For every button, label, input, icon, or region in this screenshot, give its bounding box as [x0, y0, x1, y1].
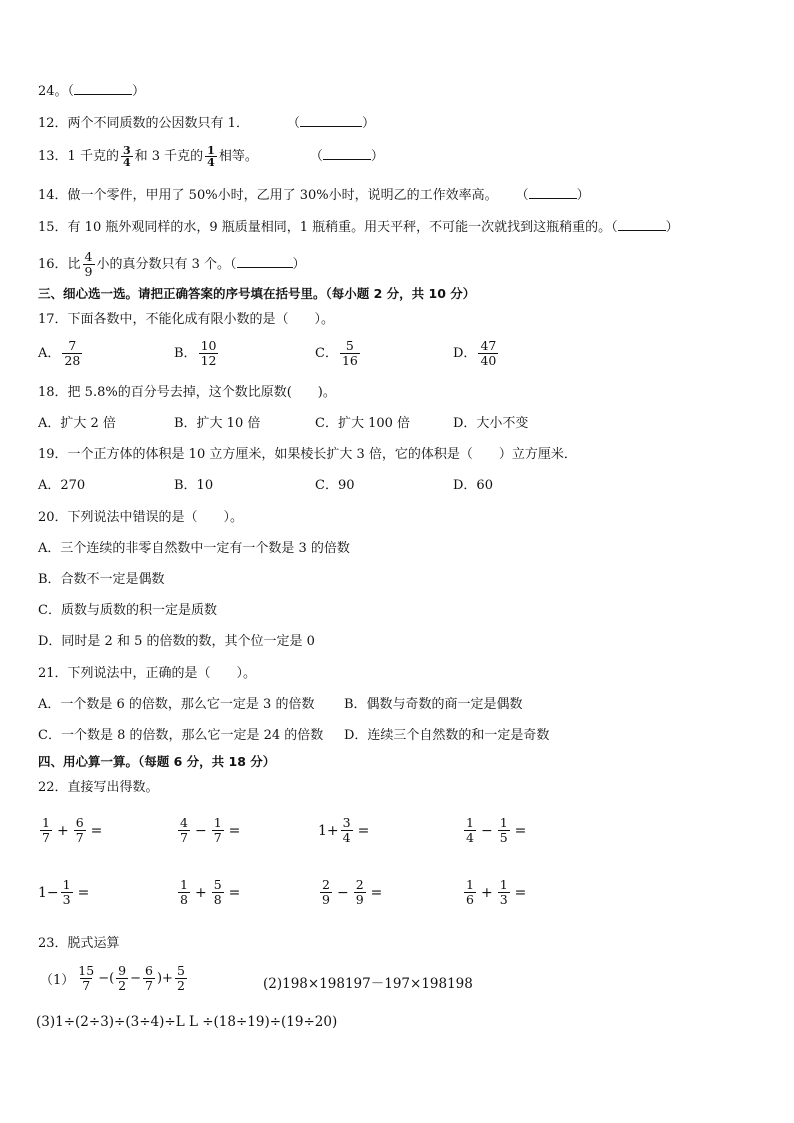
option-b[interactable]: B．10	[174, 478, 214, 493]
answer-blank[interactable]	[300, 114, 362, 127]
fraction: $\frac{2}{9}$	[322, 877, 330, 907]
fraction: $\frac{1}{7}$	[213, 815, 222, 845]
fraction: $\frac{5}{8}$	[213, 877, 222, 907]
q24: 24。（ ）	[38, 84, 146, 99]
section-4-heading: 四、用心算一算。（每题 6 分，共 18 分）	[38, 754, 276, 769]
fraction: $\frac{1}{4}$	[466, 815, 474, 845]
fraction: $\frac{6}{7}$	[75, 815, 84, 845]
q13: 13．1 千克的 $\frac{3}{4}$ 和 3 千克的 $\frac{1}{4}$ 相等。 （ ）	[38, 144, 384, 169]
fraction: $\frac{3}{4}$	[122, 144, 131, 169]
q23-part1: （1） $\frac{15}{7}$ −( $\frac{9}{2}$ − $\frac{6}{7}$ )+ $\frac{5}{2}$	[40, 963, 185, 993]
q20: 20．下列说法中错误的是（ ）。	[38, 510, 244, 525]
fraction: $\frac{1}{5}$	[499, 815, 508, 845]
option-a[interactable]: A． $\frac{7}{28}$	[38, 338, 81, 368]
q12: 12．两个不同质数的公因数只有 1． （ ）	[38, 116, 375, 131]
q19: 19．一个正方体的体积是 10 立方厘米，如果棱长扩大 3 倍，它的体积是（ ）立方厘米．	[38, 447, 577, 462]
q22-expression: $\frac{2}{9}$ − $\frac{2}{9}$ =	[322, 877, 383, 907]
q22-expression: 1+ $\frac{3}{4}$ =	[318, 815, 370, 845]
fraction: $\frac{1}{7}$	[42, 815, 50, 845]
option-d[interactable]: D． $\frac{47}{40}$	[453, 338, 497, 368]
option-a[interactable]: A．270	[38, 478, 86, 493]
q18: 18．把 5.8%的百分号去掉，这个数比原数( )。	[38, 385, 336, 400]
q22: 22．直接写出得数。	[38, 780, 159, 795]
option-b[interactable]: B．合数不一定是偶数	[38, 572, 165, 587]
fraction: $\frac{1}{6}$	[466, 877, 474, 907]
option-d[interactable]: D．60	[453, 478, 493, 493]
answer-blank[interactable]	[618, 218, 666, 231]
q17: 17．下面各数中，不能化成有限小数的是（ ）。	[38, 312, 335, 327]
q23-part2: (2)198×198197－197×198198	[263, 976, 473, 992]
fraction: $\frac{3}{4}$	[342, 815, 351, 845]
option-b[interactable]: B．偶数与奇数的商一定是偶数	[344, 697, 523, 712]
option-a[interactable]: A．扩大 2 倍	[38, 416, 116, 431]
q16: 16．比 $\frac{4}{9}$ 小的真分数只有 3 个。（ ）	[38, 249, 306, 279]
option-c[interactable]: C．90	[315, 478, 355, 493]
option-c[interactable]: C． $\frac{5}{16}$	[315, 338, 358, 368]
fraction: $\frac{4}{9}$	[84, 249, 93, 279]
q14: 14．做一个零件，甲用了 50%小时，乙用了 30%小时，说明乙的工作效率高。 （ ）	[38, 188, 590, 203]
q15: 15．有 10 瓶外观同样的水，9 瓶质量相同，1 瓶稍重。用天平秤，不可能一次就找到这瓶稍重的。（ ）	[38, 220, 679, 235]
option-b[interactable]: B．扩大 10 倍	[174, 416, 261, 431]
option-d[interactable]: D．大小不变	[453, 416, 529, 431]
q22-expression: $\frac{1}{4}$ − $\frac{1}{5}$ =	[466, 815, 527, 845]
option-a[interactable]: A．一个数是 6 的倍数，那么它一定是 3 的倍数	[38, 697, 315, 712]
option-c[interactable]: C．质数与质数的积一定是质数	[38, 603, 217, 618]
answer-blank[interactable]	[323, 147, 371, 160]
fraction: $\frac{1}{3}$	[499, 877, 508, 907]
option-c[interactable]: C．扩大 100 倍	[315, 416, 411, 431]
q22-expression: $\frac{1}{7}$ + $\frac{6}{7}$ =	[42, 815, 103, 845]
section-3-heading: 三、细心选一选。请把正确答案的序号填在括号里。（每小题 2 分，共 10 分）	[38, 286, 476, 301]
q23-part3: (3)1÷(2÷3)÷(3÷4)÷L L ÷(18÷19)÷(19÷20)	[36, 1014, 338, 1030]
option-d[interactable]: D．连续三个自然数的和一定是奇数	[344, 728, 550, 743]
fraction: $\frac{4}{7}$	[180, 815, 188, 845]
answer-blank[interactable]	[529, 186, 577, 199]
option-c[interactable]: C．一个数是 8 的倍数，那么它一定是 24 的倍数	[38, 728, 324, 743]
option-b[interactable]: B． $\frac{10}{12}$	[174, 338, 217, 368]
answer-blank[interactable]	[237, 255, 293, 268]
answer-blank[interactable]	[74, 82, 132, 95]
q22-expression: $\frac{4}{7}$ − $\frac{1}{7}$ =	[180, 815, 241, 845]
option-d[interactable]: D．同时是 2 和 5 的倍数的数，其个位一定是 0	[38, 634, 315, 649]
q22-expression: $\frac{1}{8}$ + $\frac{5}{8}$ =	[180, 877, 241, 907]
fraction: $\frac{1}{4}$	[207, 144, 215, 169]
fraction: $\frac{1}{8}$	[180, 877, 188, 907]
fraction: $\frac{1}{3}$	[62, 877, 71, 907]
q22-expression: $\frac{1}{6}$ + $\frac{1}{3}$ =	[466, 877, 527, 907]
q21: 21．下列说法中，正确的是（ ）。	[38, 666, 257, 681]
option-a[interactable]: A．三个连续的非零自然数中一定有一个数是 3 的倍数	[38, 541, 350, 556]
q23: 23．脱式运算	[38, 936, 120, 951]
fraction: $\frac{2}{9}$	[355, 877, 364, 907]
q22-expression: 1− $\frac{1}{3}$ =	[38, 877, 90, 907]
